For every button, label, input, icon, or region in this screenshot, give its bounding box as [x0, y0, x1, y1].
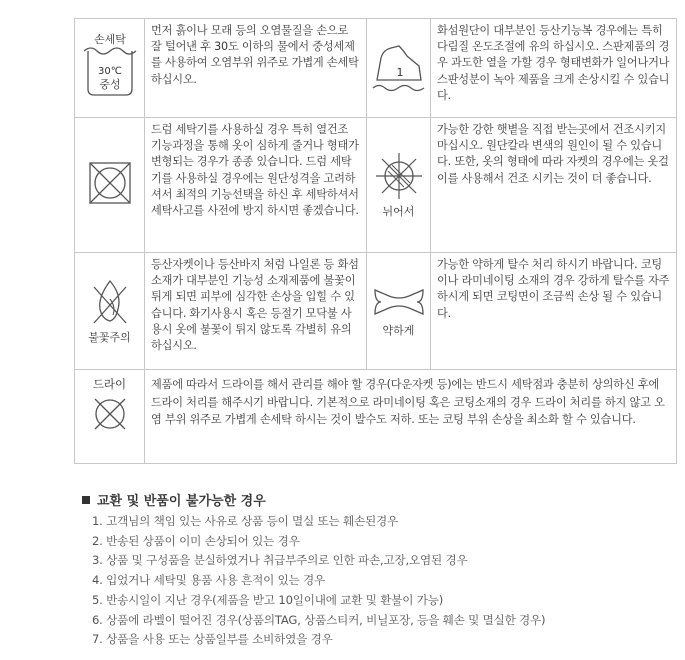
no-tumble-dry-text: 드럼 세탁기를 사용하실 경우 특히 열건조 기능과정을 통해 옷이 심하게 줄거나 형태가 변형되는 경우가 종종 있습니다. 드럼 세탁기를 사용하실 경우에는 원단성격을 고려하셔서 최적의 기능선택을 하신 후 세탁하셔서 세탁사고를 사전에 방지 하시면 좋겠습니다.: [145, 118, 367, 253]
list-item: 1. 고객님의 책임 있는 사유로 상품 등이 멸실 또는 훼손된경우: [92, 514, 399, 528]
gentle-wring-text: 가능한 약하게 탈수 처리 하시기 바랍니다. 코팅이나 라미네이팅 소재의 경우 강하게 탈수를 자주 하시게 되면 코팅면이 조금씩 손상 될 수 있습니다.: [431, 253, 677, 370]
section-title-text: 교환 및 반품이 불가능한 경우: [97, 494, 266, 509]
list-item: 7. 상품을 사용 또는 상품일부를 소비하였을 경우: [92, 632, 333, 647]
shade-dry-icon-cell: [367, 118, 431, 253]
dry-clean-text: 제품에 따라서 드라이를 해서 관리를 해야 할 경우(다운자켓 등)에는 반드시 세탁점과 충분히 상의하신 후에 드라이 처리를 해주시기 바랍니다. 기본적으로 라미네이팅 혹은 코팅소재의 경우 드라이 처리를 하지 않고 오염 부위 위주로 가볍게 손세탁 하시는 것이 발수도 저하. 또는 코팅 부위 손상을 최소화 할 수 있습니다.: [145, 370, 677, 464]
hand-wash-top-label: 손세탁: [93, 33, 126, 46]
list-item: 4. 입었거나 세탁및 용품 사용 흔적이 있는 경우: [92, 573, 326, 588]
list-item: 5. 반송시일이 지난 경우(제품을 받고 10일이내에 교환 및 환불이 가능): [92, 592, 444, 607]
gentle-wring-label: 약하게: [382, 324, 415, 337]
shade-dry-icon: [374, 151, 424, 201]
section-title: [82, 490, 266, 509]
iron-icon: [371, 36, 427, 96]
fire-caution-icon: [88, 277, 132, 327]
iron-icon-cell: [367, 19, 431, 118]
care-row-dry-clean: [75, 370, 677, 464]
care-instructions-table: [74, 18, 677, 464]
list-item: 3. 상품 및 구성품을 분실하였거나 취급부주의로 인한 파손,고장,오염된 경우: [92, 553, 468, 568]
square-bullet-icon: [82, 496, 90, 504]
hand-wash-icon: [82, 29, 138, 103]
care-row-no-tumble-dry: [75, 118, 677, 253]
fire-caution-text: 등산자켓이나 등산바지 처럼 나일론 등 화섬 소재가 대부분인 기능성 소재제품에 불꽃이 튀게 되면 피부에 심각한 손상을 입힐 수 있습니다. 화기사용시 혹은 등절기 모닥불 사용시 옷에 불꽃이 튀지 않도록 각별히 유의 하십시오.: [145, 253, 367, 370]
list-item: 6. 상품에 라벨이 떨어진 경우(상품의TAG, 상품스티커, 비닐포장, 등을 훼손 및 멸실한 경우): [92, 612, 546, 627]
shade-dry-text: 가능한 강한 햇볕을 직접 받는곳에서 건조시키지 마십시오. 원단칼라 변색의 원인이 될 수 있습니다. 또한, 옷의 형태에 따라 자켓의 경우에는 옷걸이를 사용해서 건조 시키는 것이 더 좋습니다.: [431, 118, 677, 253]
no-tumble-dry-icon: [85, 158, 135, 208]
gentle-wring-icon-cell: [367, 253, 431, 370]
hand-wash-text: 먼저 흙이나 모래 등의 오염물질을 손으로 잘 털어낸 후 30도 이하의 물에서 중성세제를 사용하여 오염부위 위주로 가볍게 손세탁 하십시오.: [145, 19, 367, 118]
iron-text: 화섬원단이 대부분인 등산기능복 경우에는 특히 다림질 온도조절에 유의 하십시오. 스판제품의 경우 과도한 열을 가할 경우 형태변화가 일어나거나 스판성분이 녹아 제품을 크게 손상시킬 수 있습니다.: [431, 19, 677, 118]
care-row-hand-wash: [75, 19, 677, 118]
list-item: 2. 반송된 상품이 이미 손상되어 있는 경우: [92, 533, 300, 548]
fire-caution-label: 불꽃주의: [88, 331, 131, 344]
care-row-fire-caution: [75, 253, 677, 370]
gentle-wring-icon: [371, 284, 427, 320]
non-returnable-list: [92, 512, 545, 650]
shade-dry-label: 뉘어서: [382, 205, 415, 218]
fire-caution-icon-cell: [75, 253, 145, 370]
no-dry-clean-icon: [90, 394, 130, 434]
dry-clean-label: 드라이: [92, 377, 127, 391]
hand-wash-bottom-label: 중성: [98, 78, 121, 91]
dry-clean-icon-cell: [75, 370, 145, 464]
no-tumble-dry-icon-cell: [75, 118, 145, 253]
hand-wash-temp-label: 30℃: [97, 66, 122, 77]
iron-level-label: 1: [396, 66, 403, 79]
hand-wash-icon-cell: [75, 19, 145, 118]
